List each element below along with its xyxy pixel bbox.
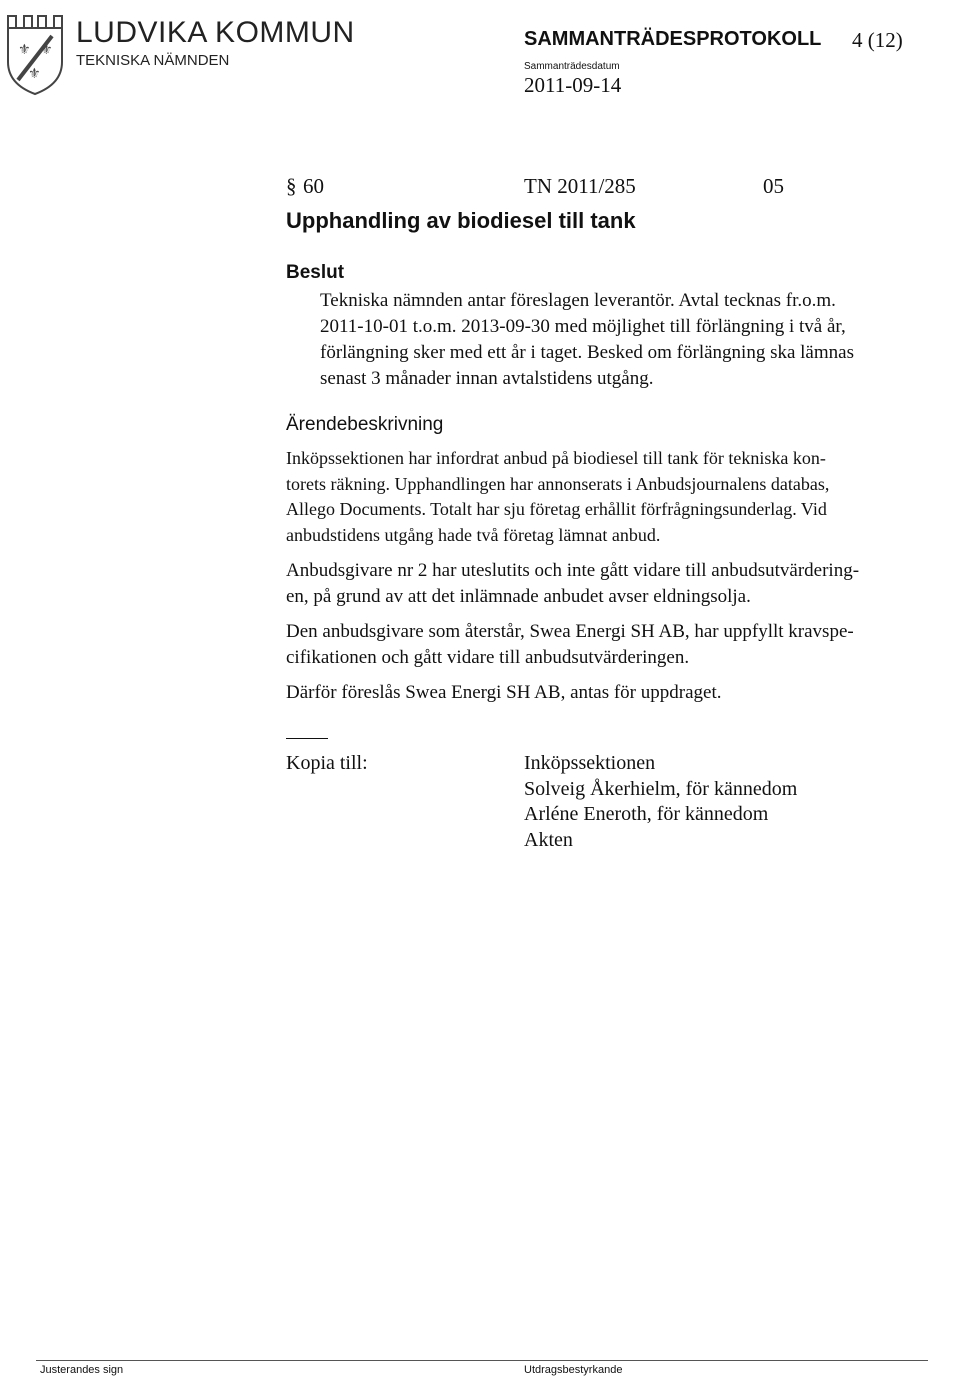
case-description-heading: Ärendebeskrivning xyxy=(286,414,444,435)
decision-text-line: förlängning sker med ett år i taget. Besked om förlängning ska lämnas xyxy=(320,342,854,363)
meeting-date: 2011-09-14 xyxy=(524,73,622,97)
svg-text:⚜: ⚜ xyxy=(40,42,53,58)
copy-recipient: Solveig Åkerhielm, för kännedom xyxy=(524,778,798,800)
description-text-line: anbudstidens utgång hade två företag lämnat anbud. xyxy=(286,525,661,545)
copy-recipient: Akten xyxy=(524,829,573,851)
decision-text-line: 2011-10-01 t.o.m. 2013-09-30 med möjlighet till förlängning i två år, xyxy=(320,316,846,337)
document-title: SAMMANTRÄDESPROTOKOLL xyxy=(524,28,822,50)
description-text-line: Därför föreslås Swea Energi SH AB, antas för uppdraget. xyxy=(286,682,722,703)
copy-to-label: Kopia till: xyxy=(286,752,368,774)
footer-signature-label: Justerandes sign xyxy=(40,1364,124,1376)
description-text-line: Inköpssektionen har infordrat anbud på biodiesel till tank för tekniska kon- xyxy=(286,448,826,468)
section-symbol: § xyxy=(286,174,297,198)
section-title: Upphandling av biodiesel till tank xyxy=(286,208,636,233)
meeting-date-label: Sammanträdesdatum xyxy=(524,61,620,72)
description-text-line: Den anbudsgivare som återstår, Swea Energi SH AB, har uppfyllt kravspe- xyxy=(286,621,854,642)
case-code: 05 xyxy=(763,174,784,198)
svg-text:⚜: ⚜ xyxy=(28,66,41,82)
decision-text-line: senast 3 månader innan avtalstidens utgång. xyxy=(320,368,654,389)
page-number: 4 (12) xyxy=(852,28,903,52)
separator-line xyxy=(286,738,328,739)
footer-rule xyxy=(36,1360,928,1361)
organization-name: LUDVIKA KOMMUN xyxy=(76,16,355,49)
description-text-line: cifikationen och gått vidare till anbudsutvärderingen. xyxy=(286,647,690,668)
copy-recipient: Inköpssektionen xyxy=(524,752,656,774)
description-text-line: Anbudsgivare nr 2 har uteslutits och inte gått vidare till anbudsutvärdering- xyxy=(286,560,860,581)
board-name: TEKNISKA NÄMNDEN xyxy=(76,52,230,69)
decision-text-line: Tekniska nämnden antar föreslagen leverantör. Avtal tecknas fr.o.m. xyxy=(320,290,836,311)
decision-heading: Beslut xyxy=(286,262,345,283)
description-text-line: torets räkning. Upphandlingen har annonserats i Anbudsjournalens databas, xyxy=(286,474,830,494)
description-text-line: en, på grund av att det inlämnade anbudet avser eldningsolja. xyxy=(286,586,751,607)
municipality-coat-of-arms-logo xyxy=(4,10,66,96)
footer-certification-label: Utdragsbestyrkande xyxy=(524,1364,623,1376)
section-number: 60 xyxy=(303,174,324,198)
copy-recipient: Arléne Eneroth, för kännedom xyxy=(524,803,769,825)
description-text-line: Allego Documents. Totalt har sju företag erhållit förfrågningsunderlag. Vid xyxy=(286,499,827,519)
case-number: TN 2011/285 xyxy=(524,174,636,198)
svg-text:⚜: ⚜ xyxy=(18,42,31,58)
